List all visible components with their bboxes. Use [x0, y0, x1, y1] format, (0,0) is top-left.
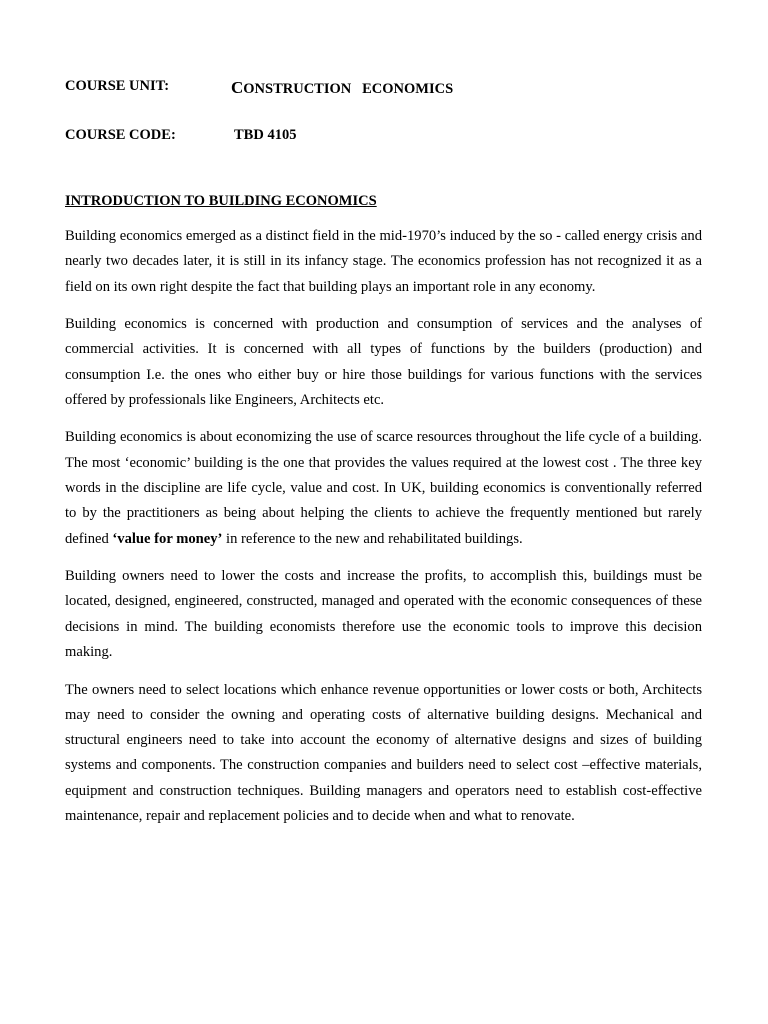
course-unit-value-rest: ONSTRUCTION ECONOMICS [243, 81, 454, 97]
section-title: INTRODUCTION TO BUILDING ECONOMICS [65, 193, 377, 209]
course-unit-value [231, 78, 453, 98]
paragraph-3-text-a: Building economics is about economizing the use of scarce resources throughout the life cycle of a building. The most ‘economic’ building is the one that provides the values required at the lowest cost . The three key words in the discipline are life cycle, value and cost. In UK, building economics is conventionally referred to by the practitioners as being about helping the clients to achieve the frequently mentioned but rarely defined [65, 429, 702, 547]
course-unit-value-initial: C [231, 78, 244, 97]
course-code-value: TBD 4105 [234, 127, 297, 143]
paragraph-3-text-b: in reference to the new and rehabilitated buildings. [222, 530, 523, 547]
course-code-row [65, 127, 297, 144]
course-unit-row [65, 78, 454, 97]
paragraph-3 [65, 425, 702, 551]
course-unit-label: COURSE UNIT: [65, 78, 170, 94]
paragraph-1: Building economics emerged as a distinct field in the mid-1970’s induced by the so - called energy crisis and nearly two decades later, it is still in its infancy stage. The economics profession has not recognized it as a field on its own right despite the fact that building plays an important role in any economy. [65, 228, 702, 295]
paragraph-5: The owners need to select locations which enhance revenue opportunities or lower costs or both, Architects may need to consider the owning and operating costs of alternative building designs. Mechanical and structural engineers need to take into account the economy of alternative designs and sizes of building systems and components. The construction companies and builders need to select cost –effective materials, equipment and construction techniques. Building managers and operators need to establish cost-effective maintenance, repair and replacement policies and to decide when and what to renovate. [65, 681, 702, 824]
course-code-label: COURSE CODE: [65, 127, 176, 143]
paragraph-3-emphasis: ‘value for money’ [112, 530, 223, 547]
body-text [65, 224, 702, 841]
paragraph-4: Building owners need to lower the costs and increase the profits, to accomplish this, buildings must be located, designed, engineered, constructed, managed and operated with the economic consequences of these decisions in mind. The building economists therefore use the economic tools to improve this decision making. [65, 568, 702, 661]
paragraph-2: Building economics is concerned with production and consumption of services and the analyses of commercial activities. It is concerned with all types of functions by the builders (production) and consumption I.e. the ones who either buy or hire those buildings for various functions with the services offered by professionals like Engineers, Architects etc. [65, 316, 702, 408]
